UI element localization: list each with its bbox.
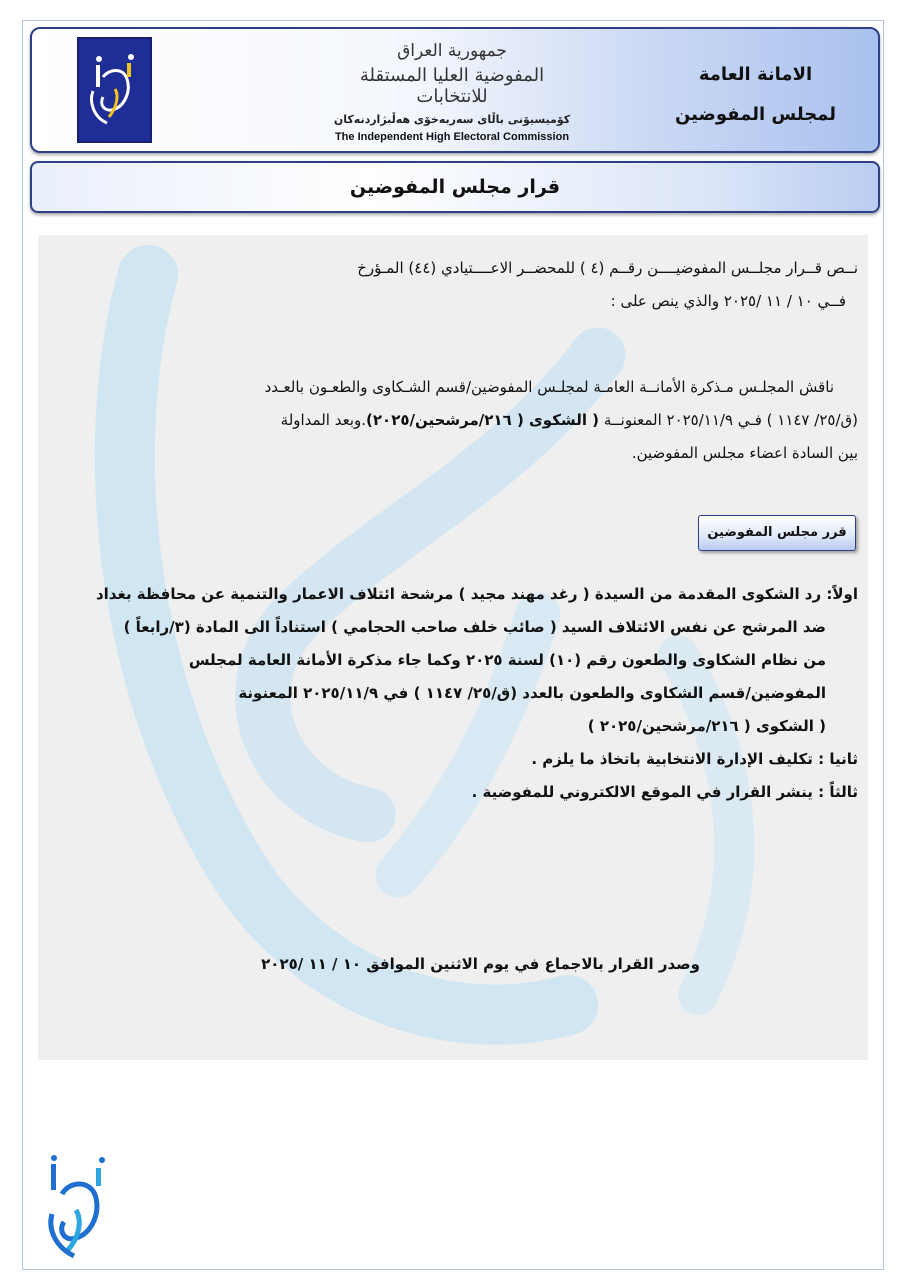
discussion-line2-c: .وبعد المداولة (280, 411, 367, 429)
intro-paragraph (46, 252, 858, 318)
intro-line1: نــص قــرار مجلــس المفوضيــــن رقــم (٤ ) للمحضــر الاعــــتيادي (٤٤) المـؤرخ (357, 259, 858, 277)
decision-label: قرر مجلس المفوضين (698, 515, 856, 551)
decision-first-line4: المفوضين/قسم الشكاوى والطعون بالعدد (ق/٢٥/ ١١٤٧ ) في ٢٠٢٥/١١/٩ المعنونة (238, 684, 826, 702)
decision-third: ثالثاً : ينشر القرار في الموقع الالكتروني للمفوضية . (471, 783, 858, 801)
discussion-line2 (46, 404, 858, 437)
decision-first-line1: اولاً: رد الشكوى المقدمة من السيدة ( رغد مهند مجيد ) مرشحة ائتلاف الاعمار والتنمية عن محافظة بغداد (95, 585, 858, 603)
dept-line2: لمجلس المفوضين (674, 104, 836, 125)
decision-first-line5: ( الشكوى ( ٢١٦/مرشحين/٢٠٢٥ ) (587, 717, 826, 735)
dept-line1: الامانة العامة (698, 64, 813, 85)
discussion-complaint-ref: ( الشكوى ( ٢١٦/مرشحين/٢٠٢٥) (366, 411, 600, 429)
discussion-paragraph (46, 371, 858, 470)
department-name (675, 55, 836, 135)
decision-first-line2: ضد المرشح عن نفس الائتلاف السيد ( صائب خلف صاحب الحجامي ) استناداً الى المادة (٣/رابعاً ) (123, 618, 826, 636)
issued-statement: وصدر القرار بالاجماع في يوم الاثنين الموافق ١٠ / ١١ /٢٠٢٥ (261, 955, 700, 973)
emblem-commission-en: The Independent High Electoral Commission (334, 131, 570, 143)
footer-logo (44, 1150, 114, 1265)
emblem-republic: جمهورية العراق (397, 41, 507, 61)
ihec-logo (77, 37, 152, 143)
decisions-list (46, 578, 858, 809)
emblem-commission-ar: المفوضية العليا المستقلة للانتخابات (359, 65, 545, 107)
discussion-line2-a: (ق/٢٥/ ١١٤٧ ) فـي ٢٠٢٥/١١/٩ المعنونــة (599, 411, 858, 429)
commission-emblem (322, 41, 582, 126)
decision-first-line3: من نظام الشكاوى والطعون رقم (١٠) لسنة ٢٠٢٥ وكما جاء مذكرة الأمانة العامة لمجلس (188, 651, 826, 669)
intro-line2: فــي ١٠ / ١١ /٢٠٢٥ والذي ينص على : (610, 292, 846, 310)
emblem-commission-ku: كۆمیسیۆنی باڵای سەربەخۆی هەڵبژاردنەکان (333, 113, 571, 126)
discussion-line1: ناقش المجلـس مـذكرة الأمانــة العامـة لمجلـس المفوضين/قسم الشـكاوى والطعـون بالعـدد (264, 378, 834, 396)
discussion-line3: بين السادة اعضاء مجلس المفوضين. (631, 444, 858, 462)
letterhead (30, 27, 880, 153)
document-title: قرار مجلس المفوضين (30, 161, 880, 213)
decision-second: ثانيا : تكليف الإدارة الانتخابية باتخاذ ما يلزم . (531, 750, 858, 768)
